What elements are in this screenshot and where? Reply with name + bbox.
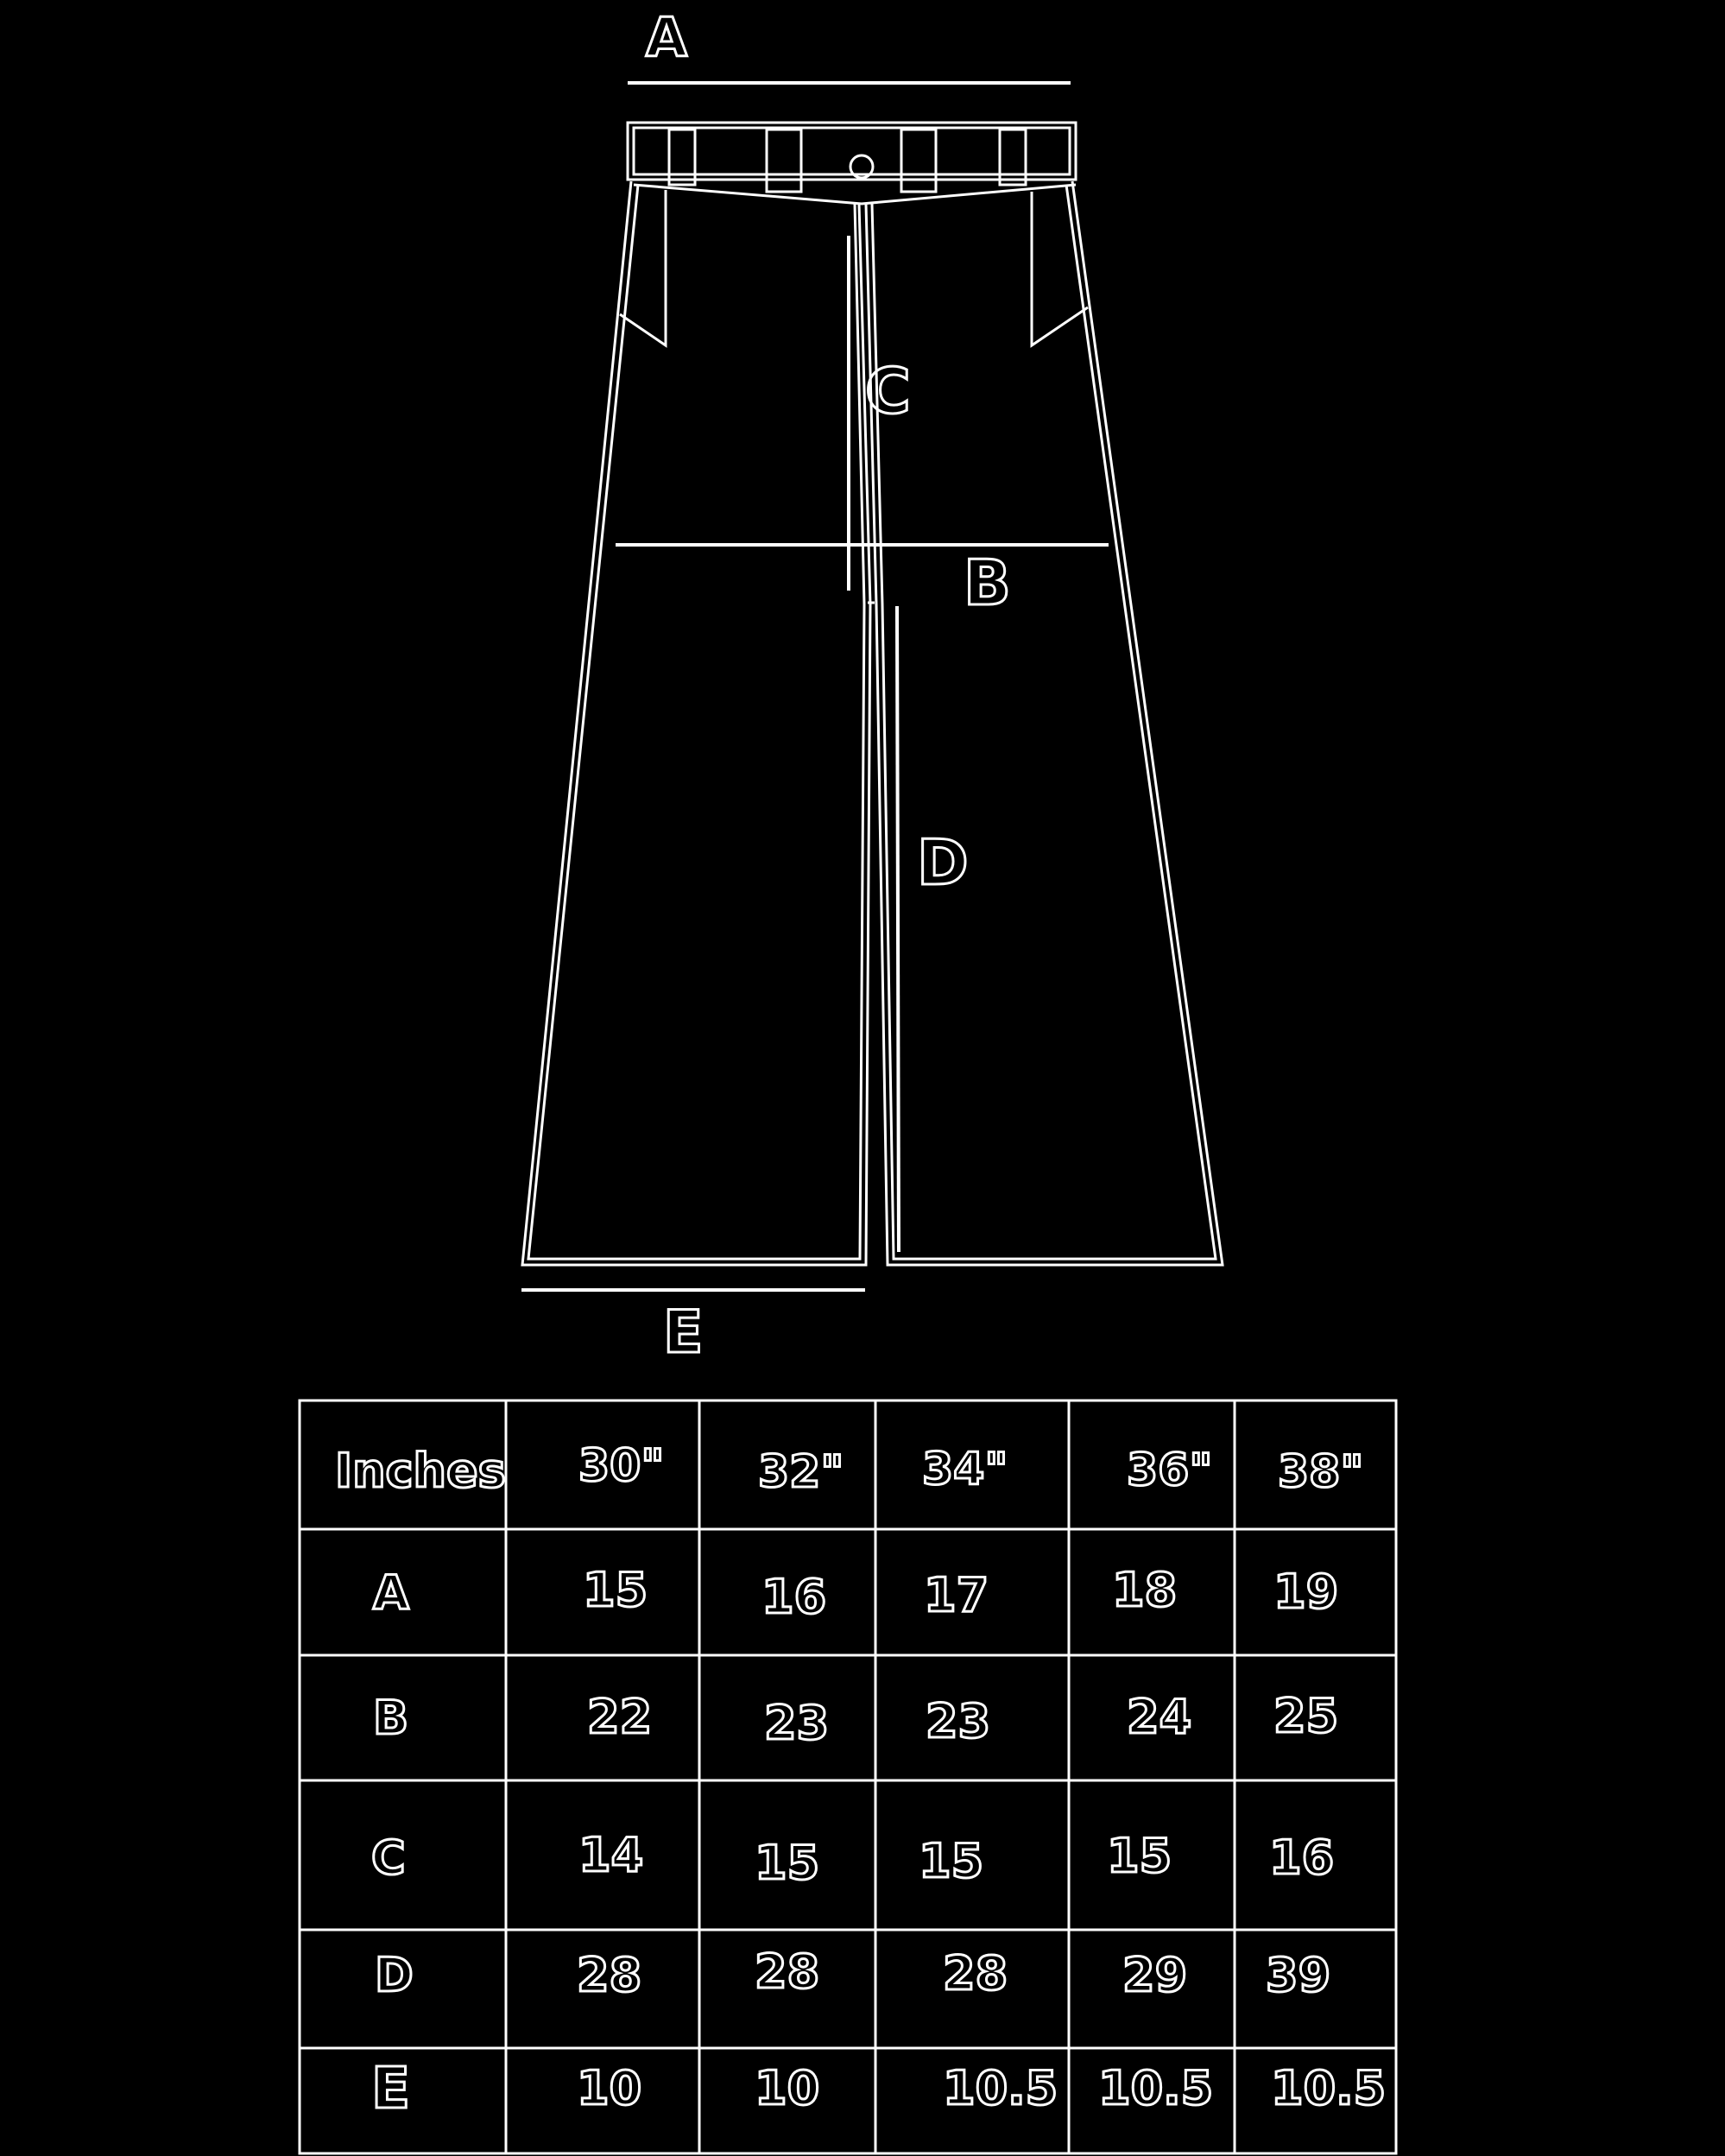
table-cell: 23 bbox=[926, 1694, 991, 1748]
table-cell: 10 bbox=[577, 2061, 642, 2115]
label-b: B bbox=[964, 547, 1011, 619]
column-header: 38" bbox=[1278, 1446, 1364, 1498]
table-cell: 19 bbox=[1273, 1565, 1339, 1619]
table-cell: 22 bbox=[587, 1690, 653, 1744]
table-cell: 10 bbox=[755, 2061, 820, 2115]
row-label: D bbox=[375, 1948, 414, 2002]
row-label: B bbox=[373, 1691, 409, 1745]
table-cell: 10.5 bbox=[1271, 2061, 1387, 2115]
row-label: E bbox=[371, 2055, 411, 2121]
table-cell: 39 bbox=[1266, 1948, 1331, 2002]
belt-loop bbox=[669, 130, 695, 185]
label-a: A bbox=[646, 6, 687, 69]
table-cell: 10.5 bbox=[943, 2061, 1058, 2115]
table-cell: 15 bbox=[1107, 1829, 1172, 1883]
belt-loop bbox=[1000, 130, 1026, 185]
belt-loop bbox=[767, 130, 801, 192]
table-cell: 16 bbox=[1269, 1830, 1335, 1885]
table-cell: 29 bbox=[1122, 1948, 1188, 2002]
label-e: E bbox=[663, 1299, 704, 1367]
row-label: C bbox=[371, 1830, 406, 1885]
column-header: 30" bbox=[578, 1440, 665, 1492]
table-cell: 17 bbox=[924, 1568, 989, 1622]
label-d: D bbox=[917, 826, 969, 899]
table-cell: 28 bbox=[755, 1944, 820, 1999]
table-cell: 28 bbox=[943, 1946, 1008, 2001]
column-header: 34" bbox=[922, 1444, 1008, 1495]
table-cell: 15 bbox=[755, 1836, 820, 1890]
column-header: 32" bbox=[758, 1446, 844, 1498]
table-cell: 14 bbox=[578, 1828, 644, 1882]
table-cell: 24 bbox=[1127, 1690, 1192, 1744]
table-border bbox=[300, 1400, 1396, 2153]
size-table bbox=[300, 1400, 1396, 2153]
table-cell: 25 bbox=[1273, 1689, 1339, 1743]
table-cell: 10.5 bbox=[1098, 2061, 1214, 2115]
table-cell: 28 bbox=[577, 1948, 642, 2002]
table-cell: 15 bbox=[919, 1834, 984, 1888]
column-header: 36" bbox=[1127, 1445, 1213, 1496]
table-cell: 23 bbox=[764, 1696, 830, 1750]
pants-outline bbox=[522, 181, 1223, 1265]
table-cell: 18 bbox=[1112, 1563, 1178, 1617]
waistband bbox=[628, 123, 1076, 204]
table-cell: 16 bbox=[761, 1570, 827, 1624]
measure-d-line bbox=[897, 606, 899, 1252]
table-corner-label: Inches bbox=[335, 1444, 506, 1498]
table-cell: 15 bbox=[583, 1563, 648, 1617]
row-label: A bbox=[373, 1565, 409, 1620]
belt-loop bbox=[901, 130, 936, 192]
label-c: C bbox=[865, 355, 911, 427]
